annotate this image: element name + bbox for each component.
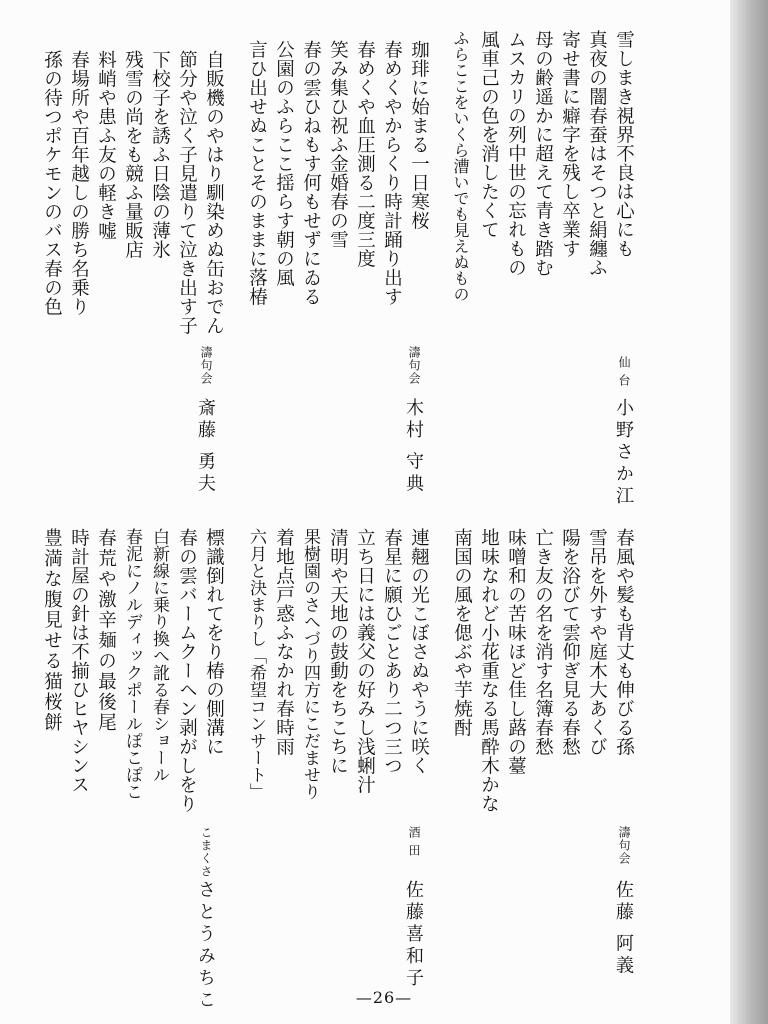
haiku-line: 地味なれど小花重なる馬酔木かな [478,528,500,813]
haiku-line: 自販機のやはり馴染めぬ缶おでん [203,50,225,335]
page-edge-shadow [730,0,768,1024]
author-affiliation: 濤句会 [199,346,213,385]
author-name: 小野さか江 [613,398,634,508]
haiku-line: 風車己の色を消したくて [478,30,500,239]
author-affiliation: 仙 台 [617,356,631,387]
author-affiliation: 酒 田 [407,826,421,857]
haiku-line: 果樹園のさへづり四方にこだませり [300,528,320,800]
haiku-line: 南国の風を偲ぶや芋焼酎 [451,528,473,737]
page-number: —26— [355,988,413,1007]
haiku-line: 時計屋の針は不揃ひヒヤシンス [68,528,90,794]
haiku-line: 春の雲バームクーヘン剥がしをり [176,528,198,813]
haiku-line: 春めくや血圧測る二度三度 [354,40,376,268]
haiku-line: 下校子を誘ふ日陰の薄氷 [149,50,171,259]
haiku-line: 節分や泣く子見遣りて泣き出す子 [176,50,198,335]
haiku-line: 連翹の光こぼさぬやうに咲く [408,528,430,775]
haiku-line: 春泥にノルディックポールぽこぽこ [122,528,142,800]
haiku-line: 真夜の闇春蚕はそつと絹纏ふ [586,30,608,277]
haiku-line: ムスカリの列中世の忘れもの [505,30,527,277]
haiku-line: 味噌和の苦味ほど佳し蕗の薹 [505,528,527,775]
haiku-line: 標識倒れてをり椿の側溝に [203,528,225,756]
haiku-line: 春の雲ひねもす何もせずにゐる [300,40,322,306]
author-name: 木村 守典 [403,398,424,496]
haiku-line: 春場所や百年越しの勝ち名乗り [68,50,90,316]
haiku-line: 亡き友の名を消す名簿春愁 [532,528,554,756]
haiku-line: 春めくやからくり時計踊り出す [381,40,403,306]
haiku-line: 母の齢遥かに超えて青き踏む [532,30,554,277]
haiku-line: 春風や髪も背丈も伸びる孫 [613,528,635,756]
haiku-line: ふらここをいくら漕いでも見えぬもの [451,30,470,302]
haiku-line: 笑み集ひ祝ふ金婚春の雪 [327,40,349,249]
haiku-line: 雪吊を外すや庭木大あくび [586,528,608,756]
haiku-line: 寄せ書に癖字を残し卒業す [559,30,581,258]
haiku-line: 春星に願ひごとあり二つ三つ [381,528,403,775]
haiku-line: 六月と決まりし「希望コンサート」 [246,528,266,800]
haiku-line: 孫の待つポケモンのバス春の色 [41,50,63,316]
haiku-line: 清明や天地の鼓動をちこちに [327,528,349,775]
author-name: 斎藤 勇夫 [195,398,216,496]
author-affiliation: こまくさ [199,826,213,878]
haiku-line: 公園のふらここ揺らす朝の風 [273,40,295,287]
author-name: 佐藤喜和子 [403,880,424,990]
haiku-line: 珈琲に始まる一日寒桜 [408,40,430,230]
author-affiliation: 濤句会 [407,346,421,385]
author-name: 佐藤 阿義 [613,880,634,978]
haiku-line: 言ひ出せぬことそのままに落椿 [246,40,268,306]
haiku-line: 雪しまき視界不良は心にも [613,30,635,258]
haiku-line: 豊満な腹見せる猫桜餅 [41,528,63,733]
haiku-line: 立ち日には義父の好みし浅蜊汁 [354,528,376,794]
haiku-line: 着地点戸惑ふなかれ春時雨 [273,528,295,756]
haiku-line: 料峭や患ふ友の軽き嘘 [95,50,117,240]
haiku-line: 残雪の尚をも競ふ量販店 [122,50,144,259]
author-affiliation: 濤句会 [617,826,631,865]
haiku-line: 陽を浴びて雲仰ぎ見る春愁 [559,528,581,756]
haiku-line: 白新線に乗り換へ訛る春ショール [149,528,169,783]
author-name: さとうみちこ [195,880,216,1012]
haiku-line: 春荒や激辛麺の最後尾 [95,528,117,733]
